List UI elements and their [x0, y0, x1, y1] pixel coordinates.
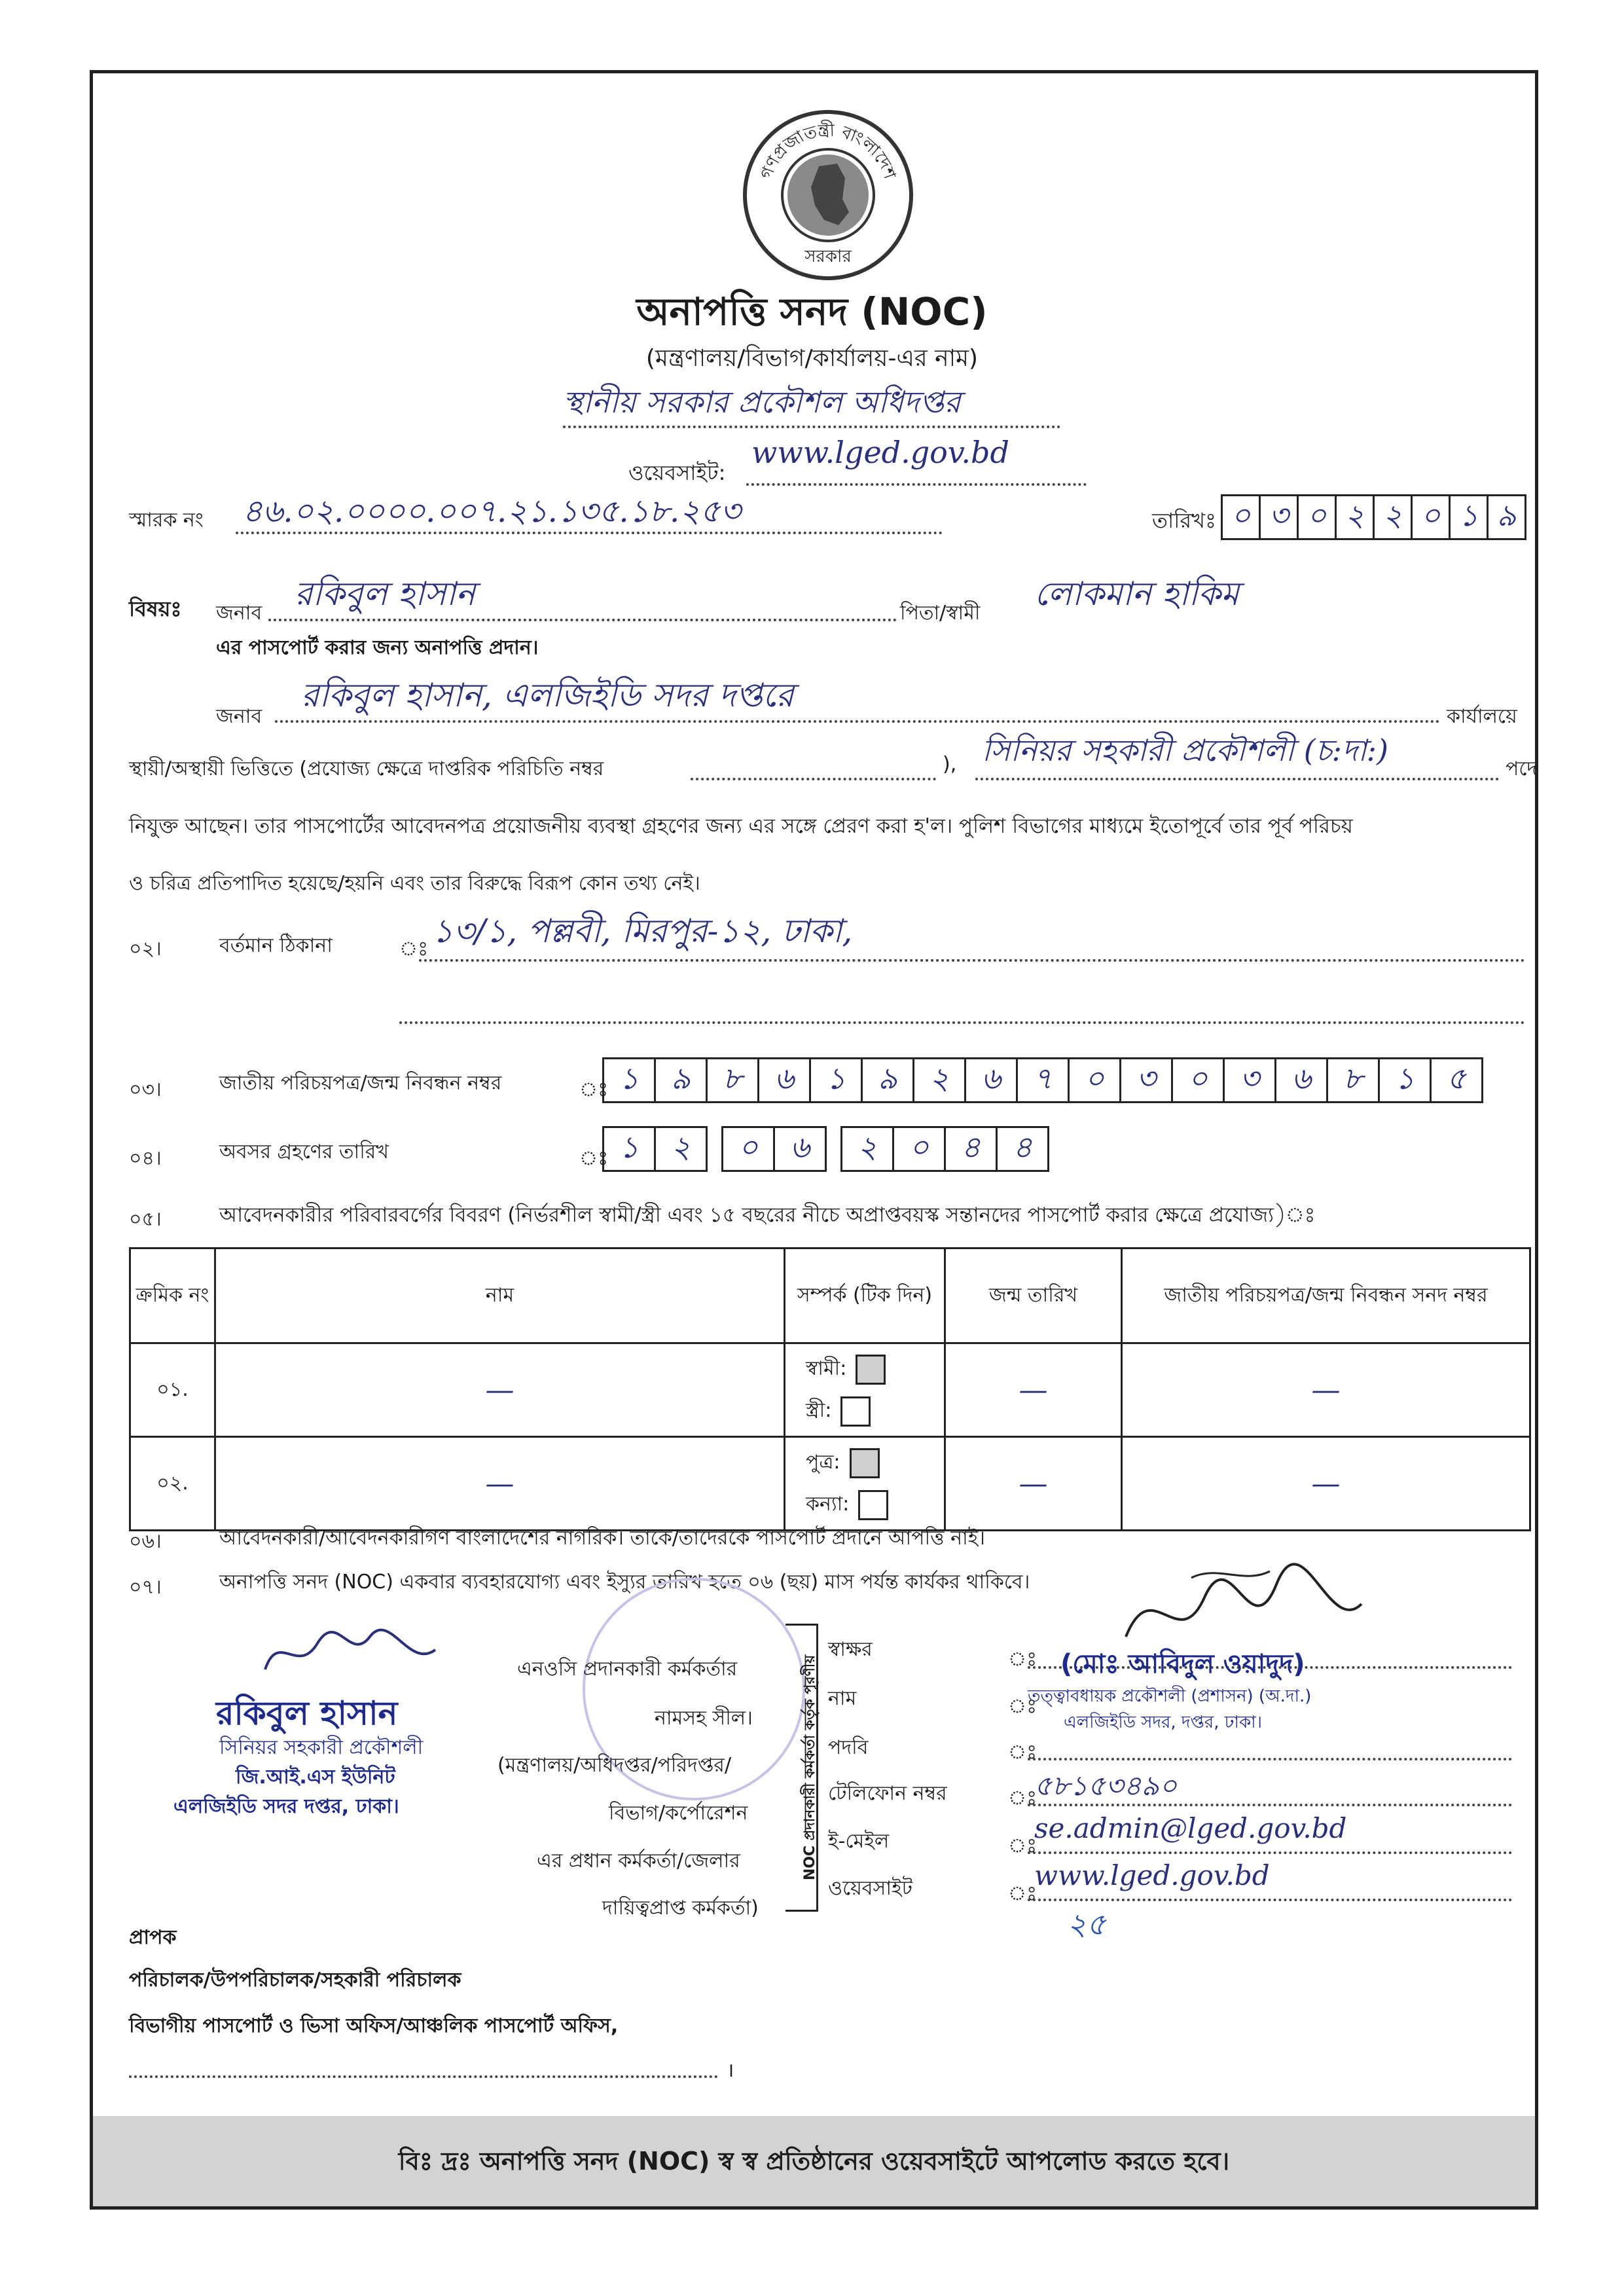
phone-value: ৫৮১৫৩৪৯০ — [1034, 1770, 1178, 1802]
retire-digit-box: ২ — [840, 1126, 894, 1172]
address-label: বর্তমান ঠিকানা — [219, 934, 333, 957]
table-row — [130, 1437, 1530, 1531]
daughter-checkbox[interactable] — [858, 1490, 888, 1520]
family-table — [129, 1247, 1531, 1531]
vertical-noc-text: NOC প্রদানকারী কর্মকর্তা কর্তৃক পূরণীয় — [802, 1654, 818, 1881]
header-name: নাম — [215, 1248, 785, 1343]
post-line — [1028, 1758, 1512, 1760]
retire-label: অবসর গ্রহণের তারিখ — [219, 1140, 389, 1163]
header-dob: জন্ম তারিখ — [945, 1248, 1122, 1343]
date-digit-box: ০ — [1411, 494, 1451, 540]
subject-name: রকিবুল হাসান — [295, 575, 475, 613]
row-dob: — — [945, 1343, 1122, 1437]
name-colon: ঃ — [1008, 1695, 1038, 1718]
item-02-number: ০২। — [129, 938, 162, 960]
paren-close: ), — [943, 753, 957, 776]
subject-name-line — [268, 619, 897, 621]
web-label: ওয়েবসাইট — [828, 1877, 912, 1900]
row-serial: ০১. — [130, 1343, 215, 1437]
header-nid: জাতীয় পরিচয়পত্র/জন্ম নিবন্ধন সনদ নম্বর — [1122, 1248, 1530, 1343]
retire-digit-box: ০ — [892, 1126, 946, 1172]
date-digit-box: ৯ — [1487, 494, 1526, 540]
officer-line-5: এর প্রধান কর্মকর্তা/জেলার — [537, 1850, 740, 1872]
email-colon: ঃ — [1008, 1834, 1038, 1857]
nid-digit-box: ৩ — [1223, 1057, 1276, 1103]
officer-line-3: (মন্ত্রণালয়/অধিদপ্তর/পরিদপ্তর/ — [497, 1754, 732, 1777]
item-03-number: ০৩। — [129, 1078, 162, 1101]
emblem-bottom-text: সরকার — [804, 247, 852, 266]
nid-digit-box: ১ — [809, 1057, 863, 1103]
body-paragraph-1: নিযুক্ত আছেন। তার পাসপোর্টের আবেদনপত্র প্রয়োজনীয় ব্যবস্থা গ্রহণের জন্য এর সঙ্গে প্রেরণ করা হ'ল। পুলিশ বিভাগের মাধ্যমে ইতোপূর্বে তার পূর্ব পরিচয় — [129, 814, 1353, 838]
nid-colon: ঃ — [579, 1078, 609, 1101]
nid-digit-box: ৭ — [1016, 1057, 1070, 1103]
nid-digit-box: ৮ — [1326, 1057, 1380, 1103]
nid-digit-box: ৫ — [1430, 1057, 1483, 1103]
retire-digit-box: ৪ — [996, 1126, 1049, 1172]
web-colon: ঃ — [1008, 1882, 1038, 1905]
retire-digit-box: ১ — [602, 1126, 656, 1172]
date-digit-box: ০ — [1297, 494, 1337, 540]
office-name-value: স্থানীয় সরকার প্রকৌশল অধিদপ্তর — [563, 384, 961, 420]
post-label: পদবি — [828, 1736, 869, 1759]
address-line-1 — [419, 959, 1525, 962]
date-label: তারিখঃ — [1152, 508, 1217, 533]
nid-digit-box: ১ — [1378, 1057, 1432, 1103]
header-serial: ক্রমিক নং — [130, 1248, 215, 1343]
nid-digit-box: ৬ — [964, 1057, 1018, 1103]
nid-digit-box: ৯ — [654, 1057, 708, 1103]
subject-label: বিষয়ঃ — [129, 596, 182, 621]
left-stamp-line-3: এলজিইডি সদর দপ্তর, ঢাকা। — [173, 1795, 399, 1818]
email-value: se.admin@lged.gov.bd — [1034, 1812, 1347, 1844]
left-stamp-name: রকিবুল হাসান — [216, 1694, 398, 1732]
initials-value: ২৫ — [1067, 1906, 1106, 1942]
date-digit-box: ৩ — [1259, 494, 1299, 540]
website-label: ওয়েবসাইট: — [628, 460, 726, 485]
officer-line-1: এনওসি প্রদানকারী কর্মকর্তার — [517, 1658, 738, 1681]
nid-digit-box: ০ — [1171, 1057, 1225, 1103]
declaration-07: অনাপত্তি সনদ (NOC) একবার ব্যবহারযোগ্য এবং ইস্যুর তারিখ হতে ০৬ (ছয়) মাস পর্যন্ত কার্যকর থাকিবে। — [219, 1571, 1030, 1594]
memo-number: ৪৬.০২.০০০০.০০৭.২১.১৩৫.১৮.২৫৩ — [242, 493, 741, 530]
website-value: www.lged.gov.bd — [751, 435, 1009, 470]
relation-husband-label: স্বামী: — [806, 1357, 847, 1380]
father-label: পিতা/স্বামী — [900, 602, 981, 625]
item-06-number: ০৬। — [129, 1530, 162, 1553]
office-name-line — [563, 426, 1060, 428]
family-table-header — [130, 1248, 1530, 1343]
officer-post-value: তত্ত্বাবধায়ক প্রকৌশলী (প্রশাসন) (অ.দা.) — [1028, 1686, 1312, 1706]
row-nid: — — [1122, 1437, 1530, 1531]
post-suffix: পদে — [1506, 757, 1538, 780]
footer-note: বিঃ দ্রঃ অনাপত্তি সনদ (NOC) স্ব স্ব প্রতিষ্ঠানের ওয়েবসাইটে আপলোড করতে হবে। — [93, 2116, 1535, 2206]
officer-name-value: (মোঃ আবিদুল ওয়াদুদ) — [1060, 1649, 1305, 1679]
nid-digit-box: ১ — [602, 1057, 656, 1103]
sign-label: স্বাক্ষর — [828, 1638, 873, 1661]
nid-digit-box: ৯ — [861, 1057, 914, 1103]
item-07-number: ০৭। — [129, 1576, 162, 1599]
family-label: আবেদনকারীর পরিবারবর্গের বিবরণ (নির্ভরশীল স্বামী/স্ত্রী এবং ১৫ বছরের নীচে অপ্রাপ্তবয়স্ক সন্তানদের পাসপোর্ট করার ক্ষেত্রে প্রযোজ্য)ঃ — [219, 1203, 1316, 1227]
nid-digit-box: ০ — [1068, 1057, 1121, 1103]
header-relation: সম্পর্ক (টিক দিন) — [785, 1248, 945, 1343]
item-05-number: ০৫। — [129, 1208, 162, 1231]
declaration-06: আবেদনকারী/আবেদনকারীগণ বাংলাদেশের নাগরিক। তাকে/তাদেরকে পাসপোর্ট প্রদানে আপত্তি নাই। — [219, 1527, 986, 1550]
date-digit-box: ২ — [1335, 494, 1375, 540]
item-04-number: ০৪। — [129, 1147, 162, 1170]
phone-colon: ঃ — [1008, 1787, 1038, 1810]
web-line — [1028, 1899, 1512, 1901]
date-digit-box: ২ — [1373, 494, 1413, 540]
table-row — [130, 1343, 1530, 1437]
row-relation — [785, 1437, 945, 1531]
date-digit-box: ১ — [1449, 494, 1489, 540]
row-dob: — — [945, 1437, 1122, 1531]
subject-mr-label: জনাব — [216, 602, 262, 625]
nid-digit-box: ৬ — [1274, 1057, 1328, 1103]
body-name-line — [275, 720, 1440, 723]
sign-colon: ঃ — [1008, 1648, 1038, 1671]
row-serial: ০২. — [130, 1437, 215, 1531]
nid-digit-box: ৩ — [1119, 1057, 1173, 1103]
name-label: নাম — [828, 1687, 857, 1710]
page-subtitle: (মন্ত্রণালয়/বিভাগ/কার্যালয়-এর নাম) — [645, 345, 979, 372]
officer-line-2: নামসহ সীল। — [655, 1707, 753, 1730]
son-checkbox[interactable] — [850, 1448, 880, 1478]
government-emblem — [743, 110, 913, 280]
nid-digit-box: ২ — [912, 1057, 966, 1103]
wife-checkbox[interactable] — [840, 1396, 871, 1427]
recipient-line-2: বিভাগীয় পাসপোর্ট ও ভিসা অফিস/আঞ্চলিক পাসপোর্ট অফিস, — [129, 2014, 619, 2037]
page-title: অনাপত্তি সনদ (NOC) — [636, 289, 988, 334]
row-name: — — [215, 1343, 785, 1437]
body-mr-label: জনাব — [216, 705, 262, 728]
id-number-line — [691, 778, 936, 780]
retire-digit-box: ৪ — [944, 1126, 998, 1172]
web-value: www.lged.gov.bd — [1034, 1859, 1270, 1891]
website-line — [746, 483, 1087, 486]
nid-digit-box: ৮ — [706, 1057, 759, 1103]
recipient-line-3 — [129, 2075, 718, 2078]
permanent-label: স্থায়ী/অস্থায়ী ভিত্তিতে (প্রযোজ্য ক্ষেত্রে দাপ্তরিক পরিচিতি নম্বর — [129, 757, 604, 780]
husband-checkbox[interactable] — [856, 1355, 886, 1385]
row-nid: — — [1122, 1343, 1530, 1437]
body-name-office: রকিবুল হাসান, এলজিইডি সদর দপ্তরে — [301, 676, 794, 714]
recipient-label: প্রাপক — [129, 1926, 177, 1949]
nid-digit-box: ৬ — [757, 1057, 811, 1103]
row-relation — [785, 1343, 945, 1437]
retire-digit-box: ০ — [721, 1126, 775, 1172]
phone-label: টেলিফোন নম্বর — [828, 1782, 947, 1805]
retire-colon: ঃ — [579, 1147, 609, 1170]
officer-line-4: বিভাগ/কর্পোরেশন — [609, 1802, 748, 1825]
body-paragraph-2: ও চরিত্র প্রতিপাদিত হয়েছে/হয়নি এবং তার বিরুদ্ধে বিরূপ কোন তথ্য নেই। — [129, 872, 700, 895]
officer-post-value-2: এলজিইডি সদর, দপ্তর, ঢাকা। — [1064, 1713, 1263, 1732]
father-name: লোকমান হাকিম — [1034, 575, 1239, 613]
retire-digit-box: ৬ — [773, 1126, 827, 1172]
left-signature — [259, 1624, 442, 1683]
email-line — [1028, 1851, 1512, 1854]
date-digit-box: ০ — [1221, 494, 1261, 540]
email-label: ই-মেইল — [828, 1830, 890, 1853]
left-stamp-line-1: সিনিয়র সহকারী প্রকৌশলী — [219, 1736, 424, 1759]
memo-line — [236, 532, 943, 534]
recipient-line-1: পরিচালক/উপপরিচালক/সহকারী পরিচালক — [129, 1969, 461, 1992]
office-suffix: কার্যালয়ে — [1447, 705, 1517, 728]
relation-daughter-label: কন্যা: — [806, 1493, 850, 1516]
designation-value: সিনিয়র সহকারী প্রকৌশলী (চ:দা:) — [982, 733, 1389, 768]
retire-digit-box: ২ — [654, 1126, 708, 1172]
memo-label: স্মারক নং — [129, 509, 204, 532]
relation-son-label: পুত্র: — [806, 1451, 840, 1474]
nid-label: জাতীয় পরিচয়পত্র/জন্ম নিবন্ধন নম্বর — [219, 1072, 502, 1095]
relation-wife-label: স্ত্রী: — [806, 1399, 832, 1422]
officer-line-6: দায়িত্বপ্রাপ্ত কর্মকর্তা) — [602, 1897, 759, 1920]
address-colon: ঃ — [399, 938, 429, 960]
designation-line — [975, 778, 1499, 780]
left-stamp-line-2: জি.আই.এস ইউনিট — [236, 1766, 395, 1789]
address-line-2 — [399, 1021, 1525, 1024]
address-value: ১৩/১, পল্লবী, মিরপুর-১২, ঢাকা, — [432, 912, 853, 950]
post-colon: ঃ — [1008, 1741, 1038, 1764]
emblem-top-text: গণপ্রজাতন্ত্রী বাংলাদেশ — [756, 120, 900, 182]
row-name: — — [215, 1437, 785, 1531]
recipient-line-end: । — [727, 2059, 734, 2082]
subject-line2: এর পাসপোর্ট করার জন্য অনাপত্তি প্রদান। — [216, 636, 539, 659]
